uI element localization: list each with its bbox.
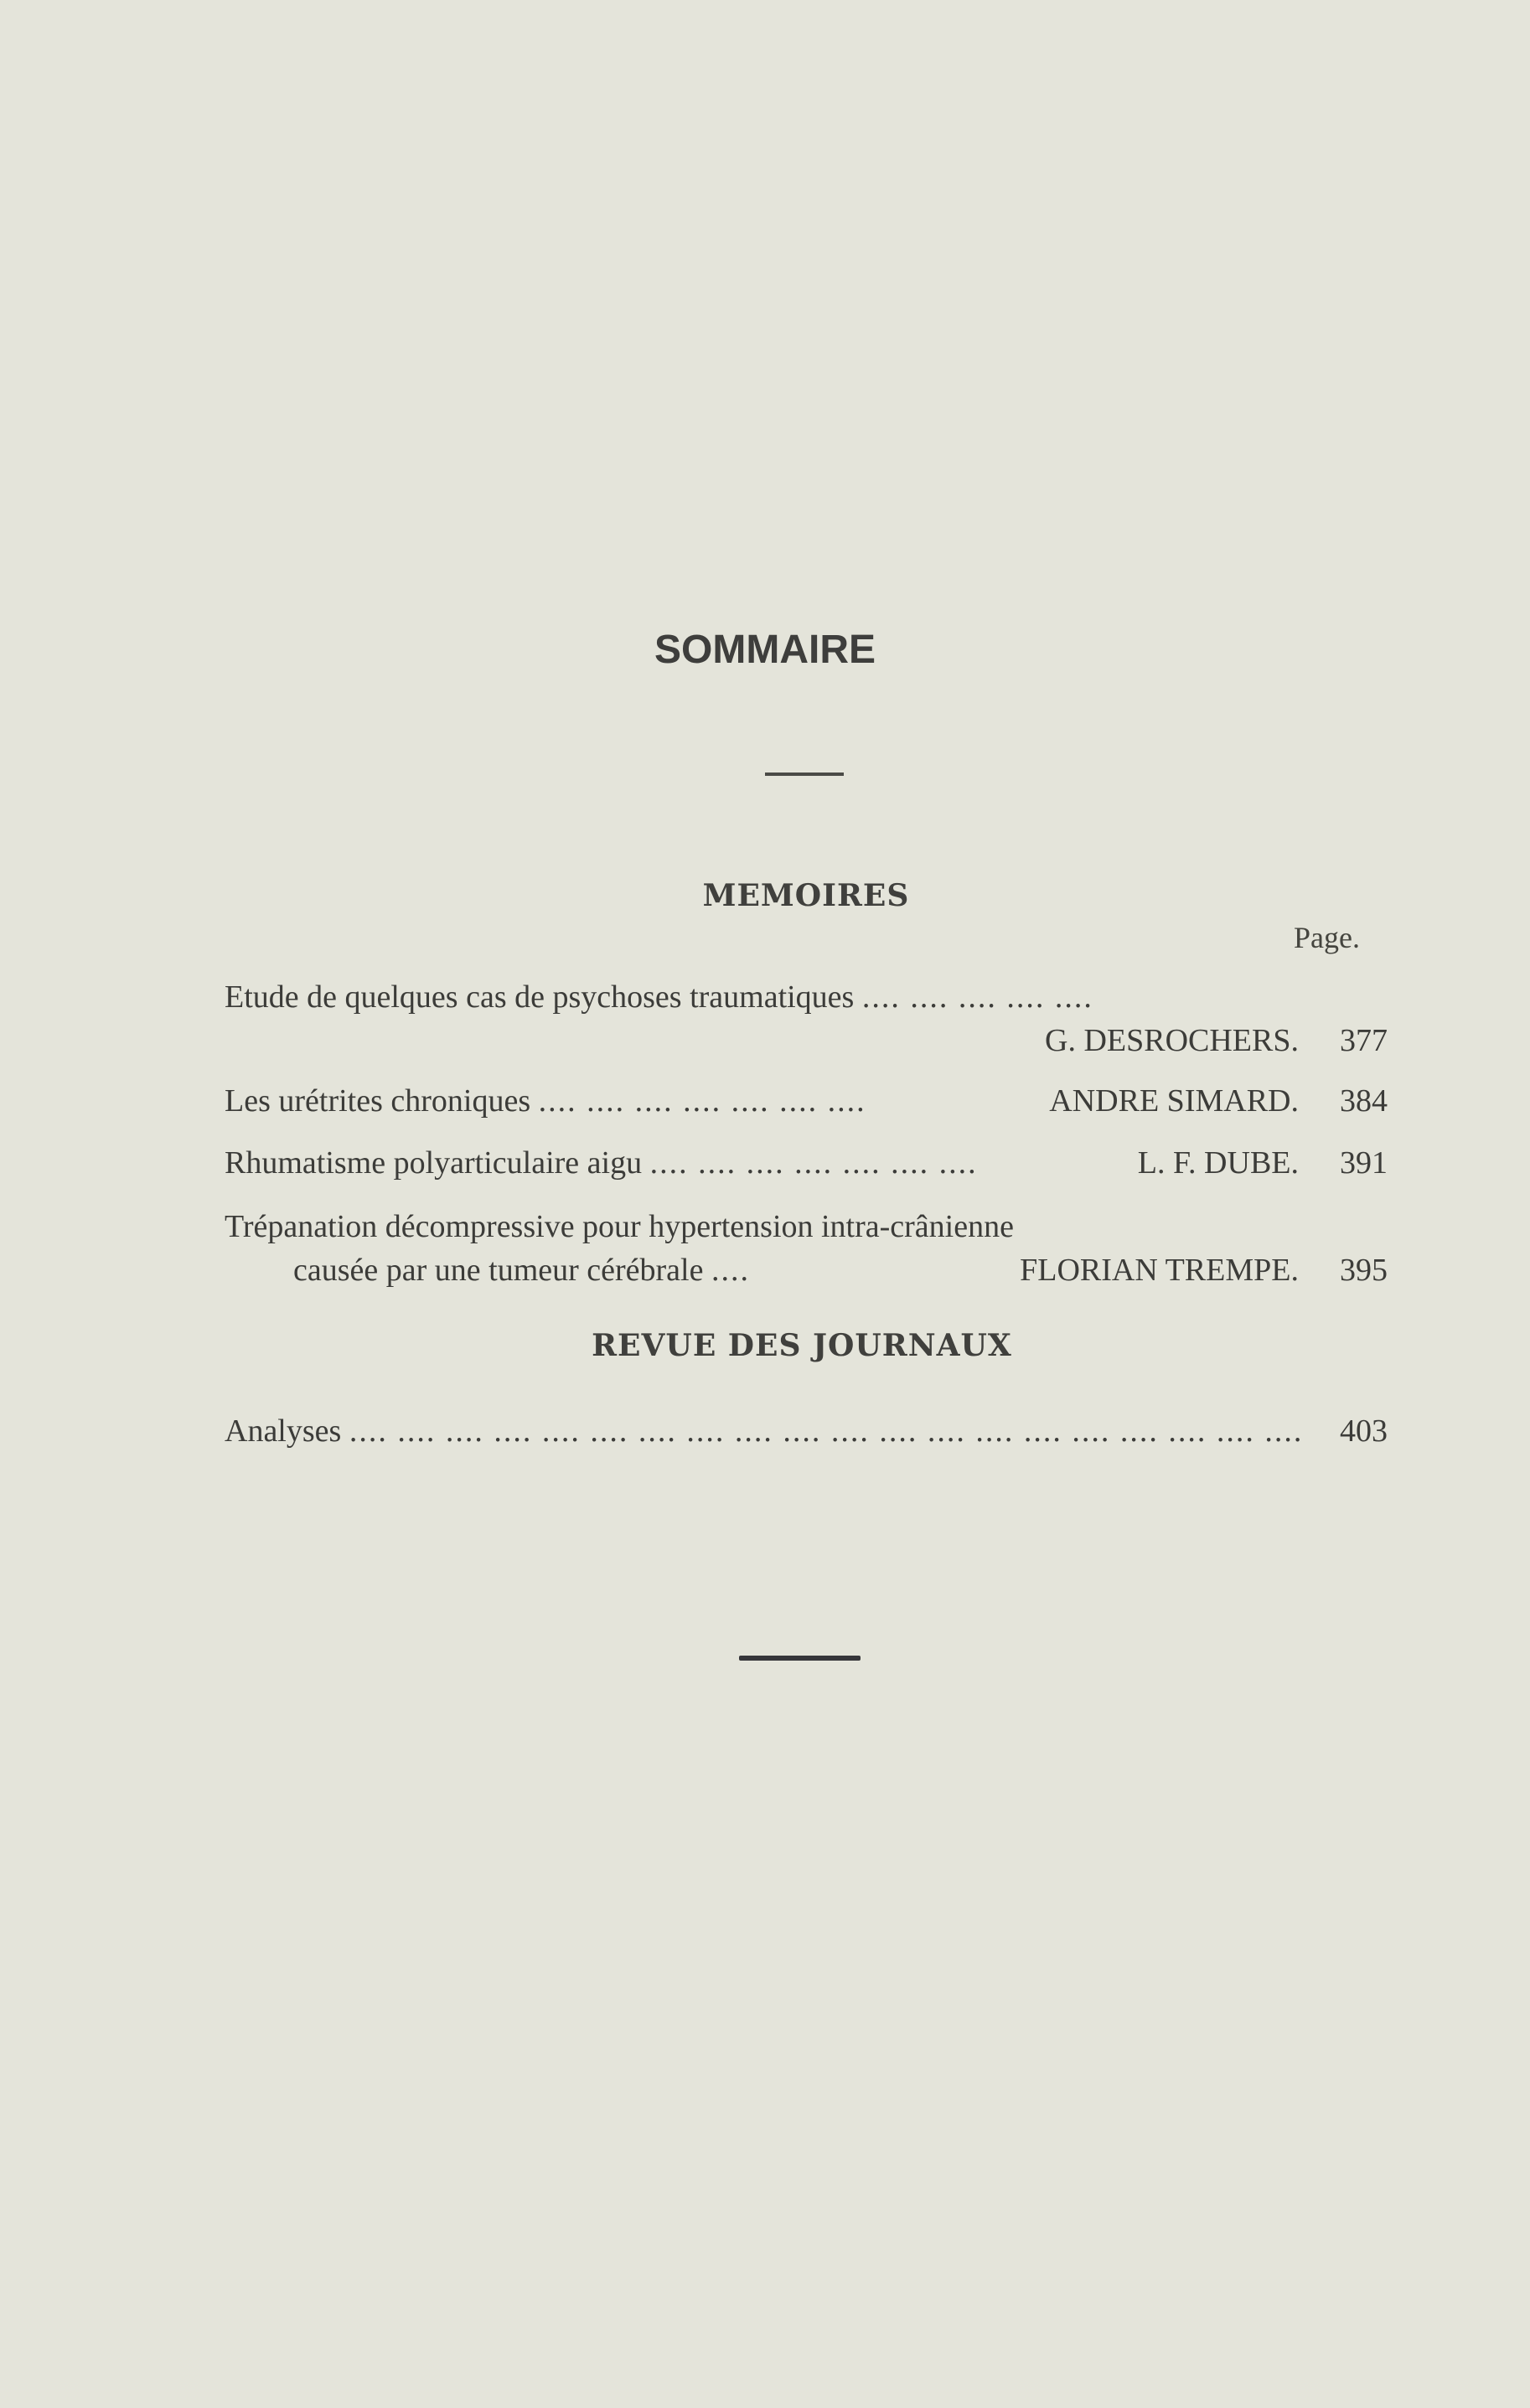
dot-leader: .... .... .... .... .... .... .... — [649, 1145, 978, 1181]
section-heading-revue: REVUE DES JOURNAUX — [592, 1328, 1012, 1363]
entry-page-number: 391 — [1340, 1145, 1388, 1181]
dot-leader: .... .... .... .... .... — [861, 979, 1093, 1015]
toc-entry — [225, 1145, 1388, 1188]
dot-leader: .... — [711, 1253, 750, 1288]
entry-page-number: 377 — [1340, 1023, 1388, 1058]
bottom-divider — [739, 1656, 861, 1661]
entry-author: L. F. DUBE. — [1137, 1145, 1299, 1181]
entry-page-number: 403 — [1340, 1413, 1388, 1449]
toc-entry — [225, 1083, 1388, 1126]
entry-title: Trépanation décompressive pour hypertension intra-crânienne — [225, 1209, 1014, 1244]
entry-author: G. DESROCHERS. — [1045, 1023, 1299, 1058]
entry-title: Rhumatisme polyarticulaire aigu — [225, 1145, 643, 1181]
entry-title: Les urétrites chroniques — [225, 1083, 531, 1119]
entry-page-number: 395 — [1340, 1253, 1388, 1288]
toc-entry — [225, 979, 1388, 1066]
toc-entry — [225, 1413, 1388, 1456]
entry-title: Etude de quelques cas de psychoses traumatiques — [225, 979, 855, 1015]
entry-title-continued: causée par une tumeur cérébrale — [293, 1253, 704, 1288]
dot-leader: .... .... .... .... .... .... .... — [538, 1083, 866, 1119]
section-heading-memoires: MEMOIRES — [702, 878, 910, 913]
entry-title: Analyses — [225, 1413, 342, 1449]
page-column-label: Page. — [1294, 921, 1360, 954]
entry-author: ANDRE SIMARD. — [1049, 1083, 1299, 1119]
dot-leader: .... .... .... .... .... .... .... .... .... .... .... .... .... .... .... .... .... .... .... .... — [349, 1413, 1304, 1449]
title-divider — [765, 773, 844, 776]
toc-entry — [225, 1208, 1388, 1295]
entry-author: FLORIAN TREMPE. — [1020, 1253, 1299, 1288]
entry-page-number: 384 — [1340, 1083, 1388, 1119]
page-title: SOMMAIRE — [654, 628, 876, 672]
